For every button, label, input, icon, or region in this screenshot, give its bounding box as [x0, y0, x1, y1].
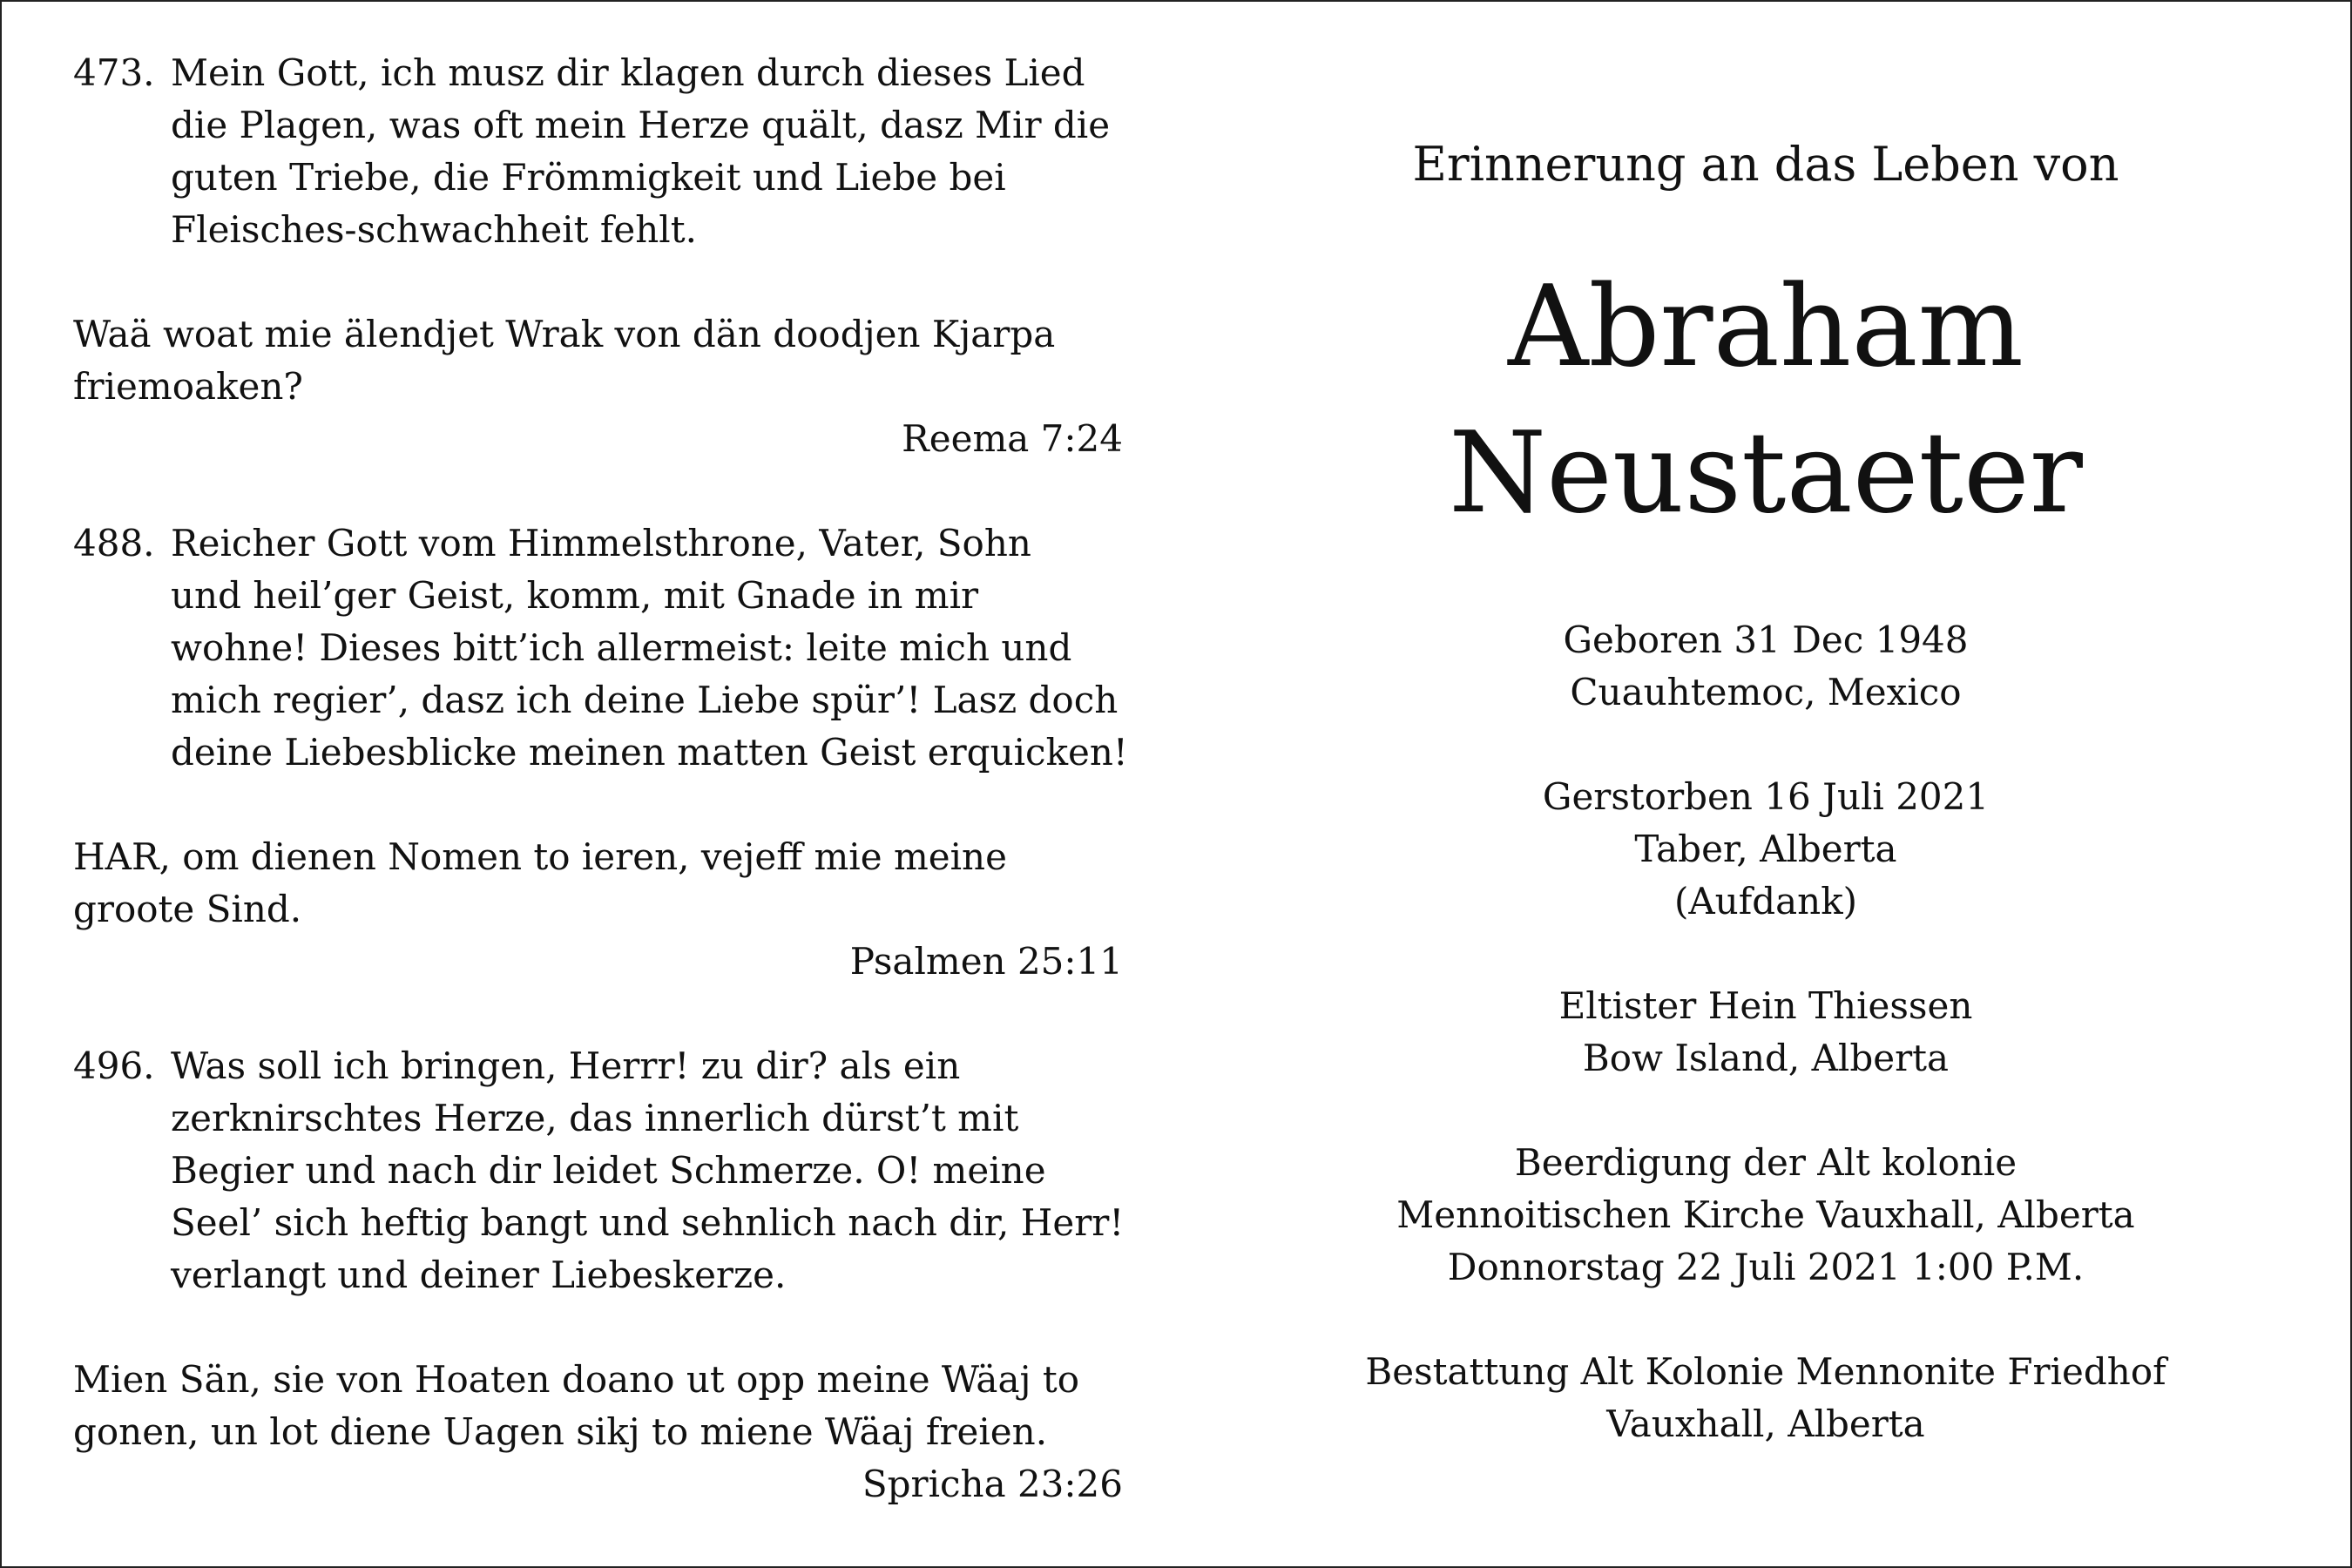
hymn-number: 488.	[73, 522, 155, 564]
hymn-line: verlangt und deiner Liebeskerze.	[171, 1254, 787, 1296]
spacer	[73, 988, 1123, 1040]
service-details	[1278, 614, 2254, 1450]
hymn-line: mich regier’, dasz ich deine Liebe spür’! Lasz doch	[171, 679, 1119, 721]
first-name: Abraham	[1508, 262, 2024, 392]
hymn-text	[171, 1040, 1124, 1301]
funeral-info	[1278, 1137, 2254, 1294]
verse-line: Mien Sän, sie von Hoaten doano ut opp meine Wäaj to	[73, 1358, 1080, 1401]
burial-location: Vauxhall, Alberta	[1606, 1402, 1925, 1445]
hymn-488	[73, 517, 1128, 779]
hymn-text	[171, 517, 1128, 779]
death-note: (Aufdank)	[1673, 880, 1858, 923]
hymn-number: 473.	[73, 51, 155, 94]
verse-reference: Psalmen 25:11	[849, 940, 1123, 983]
verse-reema	[73, 308, 1123, 465]
burial-line: Bestattung Alt Kolonie Mennonite Friedhof	[1365, 1350, 2166, 1393]
hymn-473	[73, 47, 1123, 256]
verse-line: groote Sind.	[73, 888, 302, 930]
funeral-line: Mennoitischen Kirche Vauxhall, Alberta	[1396, 1193, 2135, 1236]
spacer	[73, 465, 1123, 517]
hymns-column	[73, 47, 1128, 1511]
hymn-line: Was soll ich bringen, Herrr! zu dir? als ein	[171, 1044, 961, 1087]
death-info	[1278, 771, 2254, 928]
hymn-line: guten Triebe, die Frömmigkeit und Liebe bei	[171, 156, 1006, 199]
deceased-name	[1278, 254, 2254, 547]
verse-line: friemoaken?	[73, 365, 303, 408]
verse-psalmen	[73, 831, 1123, 988]
funeral-line: Beerdigung der Alt kolonie	[1514, 1141, 2017, 1184]
officiant-info	[1278, 980, 2254, 1085]
officiant-location: Bow Island, Alberta	[1582, 1037, 1950, 1079]
hymn-line: die Plagen, was oft mein Herze quält, dasz Mir die	[171, 104, 1111, 146]
verse-reference: Reema 7:24	[902, 417, 1123, 460]
hymn-text	[171, 47, 1123, 256]
birth-date: Geboren 31 Dec 1948	[1563, 618, 1969, 661]
hymn-line: Fleisches-schwachheit fehlt.	[171, 208, 697, 251]
officiant-name: Eltister Hein Thiessen	[1558, 984, 1973, 1027]
hymn-line: wohne! Dieses bitt’ich allermeist: leite mich und	[171, 626, 1072, 669]
verse-spricha	[73, 1354, 1123, 1511]
death-place: Taber, Alberta	[1634, 828, 1897, 870]
memorial-intro: Erinnerung an das Leben von	[1412, 137, 2119, 192]
hymn-line: Mein Gott, ich musz dir klagen durch dieses Lied	[171, 51, 1085, 94]
birth-place: Cuauhtemoc, Mexico	[1570, 671, 1962, 713]
verse-line: HAR, om dienen Nomen to ieren, vejeff mie meine	[73, 835, 1007, 878]
verse-reference: Spricha 23:26	[862, 1463, 1123, 1505]
death-date: Gerstorben 16 Juli 2021	[1542, 775, 1990, 818]
hymn-number: 496.	[73, 1044, 155, 1087]
hymn-line: und heil’ger Geist, komm, mit Gnade in mir	[171, 574, 979, 617]
burial-info	[1278, 1346, 2254, 1450]
verse-line: gonen, un lot diene Uagen sikj to miene Wäaj freien.	[73, 1410, 1048, 1453]
hymn-line: Begier und nach dir leidet Schmerze. O! meine	[171, 1149, 1046, 1192]
hymn-line: deine Liebesblicke meinen matten Geist erquicken!	[171, 731, 1128, 774]
funeral-datetime: Donnorstag 22 Juli 2021 1:00 P.M.	[1447, 1246, 2085, 1288]
last-name: Neustaeter	[1449, 409, 2083, 538]
hymn-496	[73, 1040, 1123, 1301]
hymn-line: Reicher Gott vom Himmelsthrone, Vater, Sohn	[171, 522, 1031, 564]
hymn-line: zerknirschtes Herze, das innerlich dürst’t mit	[171, 1097, 1019, 1139]
verse-line: Waä woat mie älendjet Wrak von dän doodjen Kjarpa	[73, 313, 1056, 355]
hymn-line: Seel’ sich heftig bangt und sehnlich nach dir, Herr!	[171, 1201, 1125, 1244]
birth-info	[1278, 614, 2254, 719]
